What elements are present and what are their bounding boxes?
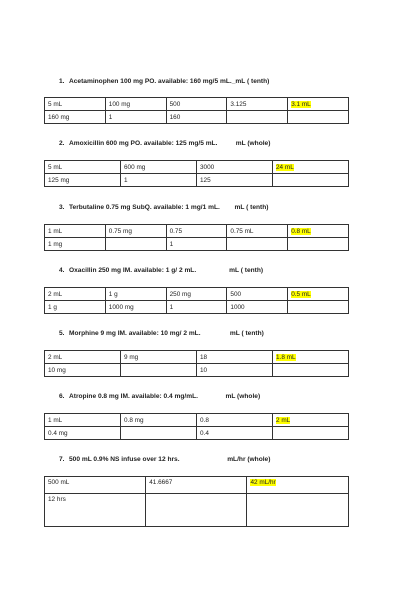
problem-5-title: 5. Morphine 9 mg IM. available: 10 mg/ 2 mL. mL ( tenth) [59, 330, 264, 337]
table-cell: 3.125 [227, 98, 288, 111]
problem-6-table [44, 413, 349, 440]
table-cell [247, 494, 349, 527]
table-cell [227, 111, 288, 124]
table-cell: 10 [197, 364, 273, 377]
table-row [45, 225, 349, 238]
table-cell: 12 hrs [45, 494, 146, 527]
answer-cell [273, 351, 349, 364]
table-cell [146, 494, 247, 527]
table-cell: 1 mg [45, 238, 106, 251]
table-cell: 10 mg [45, 364, 121, 377]
problem-3-table [44, 224, 349, 251]
table-cell: 1 mL [45, 414, 121, 427]
table-cell: 0.75 mg [105, 225, 166, 238]
table-cell: 0.75 [166, 225, 227, 238]
table-row [45, 301, 349, 314]
table-cell: 600 mg [121, 161, 197, 174]
problem-4-table [44, 287, 349, 314]
answer-cell [288, 225, 349, 238]
table-row [45, 238, 349, 251]
table-row [45, 477, 349, 494]
table-cell: 41.6667 [146, 477, 247, 494]
table-cell: 1 [166, 301, 227, 314]
answer-cell [273, 161, 349, 174]
problem-7-title: 7. 500 mL 0.9% NS infuse over 12 hrs. mL/hr (whole) [59, 456, 271, 463]
table-cell: 0.75 mL [227, 225, 288, 238]
table-cell: 500 [227, 288, 288, 301]
table-cell: 1 g [105, 288, 166, 301]
table-cell: 0.8 [197, 414, 273, 427]
table-cell: 0.8 mg [121, 414, 197, 427]
problem-5-table [44, 350, 349, 377]
table-cell: 1 g [45, 301, 106, 314]
problem-7-table [44, 476, 349, 527]
table-cell: 1 [166, 238, 227, 251]
table-row [45, 288, 349, 301]
table-cell [227, 238, 288, 251]
table-cell: 125 [197, 174, 273, 187]
table-cell: 500 mL [45, 477, 146, 494]
table-cell: 1 mL [45, 225, 106, 238]
answer-highlight: 42 mL/hr [250, 479, 276, 486]
table-cell [288, 111, 349, 124]
table-cell: 1 [121, 174, 197, 187]
table-cell: 2 mL [45, 288, 106, 301]
answer-highlight: 0.5 mL [291, 290, 311, 298]
answer-cell [288, 288, 349, 301]
table-cell: 1000 [227, 301, 288, 314]
table-cell: 125 mg [45, 174, 121, 187]
table-cell: 3000 [197, 161, 273, 174]
table-row [45, 98, 349, 111]
table-cell: 1000 mg [105, 301, 166, 314]
answer-highlight: 0.8 mL [291, 227, 311, 235]
table-cell [121, 427, 197, 440]
table-cell: 5 mL [45, 98, 106, 111]
table-cell: 5 mL [45, 161, 121, 174]
answer-cell [288, 98, 349, 111]
table-cell [273, 364, 349, 377]
table-cell [273, 174, 349, 187]
problem-4-title: 4. Oxacillin 250 mg IM. available: 1 g/ 2 mL. mL ( tenth) [59, 267, 264, 274]
table-row [45, 364, 349, 377]
table-cell [273, 427, 349, 440]
table-cell: 2 mL [45, 351, 121, 364]
table-cell: 9 mg [121, 351, 197, 364]
table-cell: 18 [197, 351, 273, 364]
answer-highlight: 2 mL [276, 416, 291, 424]
problem-3-title: 3. Terbutaline 0.75 mg SubQ. available: 1 mg/1 mL. mL ( tenth) [59, 204, 269, 211]
answer-cell [273, 414, 349, 427]
problem-2-table [44, 160, 349, 187]
table-cell: 160 [166, 111, 227, 124]
table-row [45, 427, 349, 440]
table-cell [121, 364, 197, 377]
table-cell: 160 mg [45, 111, 106, 124]
table-cell: 100 mg [105, 98, 166, 111]
table-cell [105, 238, 166, 251]
problem-6-title: 6. Atropine 0.8 mg IM. available: 0.4 mg/mL. mL (whole) [59, 393, 261, 400]
answer-highlight: 24 mL [276, 163, 294, 171]
problem-1-title: 1. Acetaminophen 100 mg PO. available: 160 mg/5 mL._mL ( tenth) [59, 78, 270, 85]
table-cell: 0.4 [197, 427, 273, 440]
table-cell [288, 301, 349, 314]
table-cell: 0.4 mg [45, 427, 121, 440]
table-row [45, 351, 349, 364]
answer-highlight: 1.8 mL [276, 353, 296, 361]
table-row [45, 111, 349, 124]
table-cell: 250 mg [166, 288, 227, 301]
table-row [45, 494, 349, 527]
table-cell: 500 [166, 98, 227, 111]
table-row [45, 414, 349, 427]
problem-1-table [44, 97, 349, 124]
answer-highlight: 3.1 mL [291, 100, 311, 108]
table-cell: 1 [105, 111, 166, 124]
table-cell [288, 238, 349, 251]
table-row [45, 174, 349, 187]
table-row [45, 161, 349, 174]
problem-2-title: 2. Amoxicillin 600 mg PO. available: 125 mg/5 mL. mL (whole) [59, 140, 271, 147]
answer-cell [247, 477, 349, 494]
